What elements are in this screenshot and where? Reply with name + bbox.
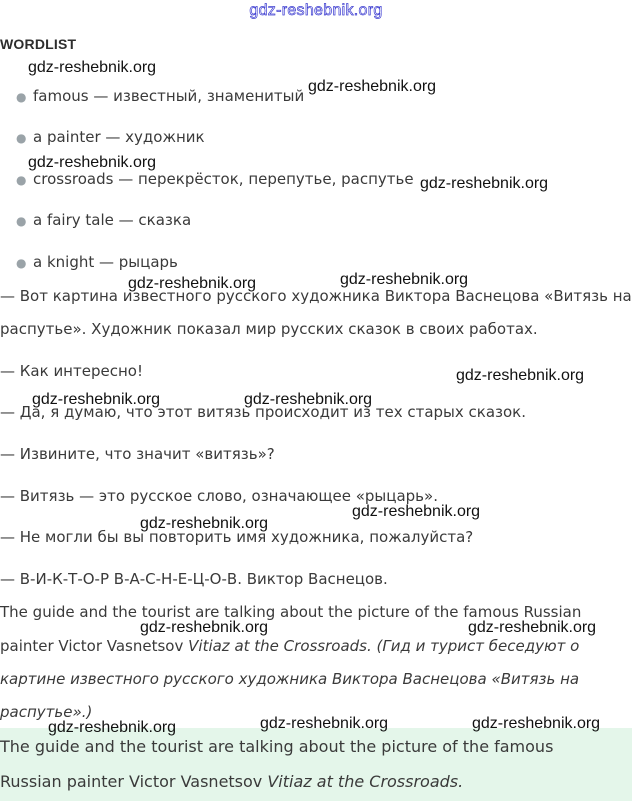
watermark: gdz-reshebnik.org (456, 367, 585, 384)
answer-line: The guide and the tourist are talking about the picture of the famous Russian (0, 603, 582, 621)
highlight-line: Russian painter Victor Vasnetsov Vitiaz at the Crossroads. (0, 772, 464, 791)
watermark: gdz-reshebnik.org (128, 275, 257, 292)
dialogue-line: — Как интересно! (0, 362, 143, 380)
watermark: gdz-reshebnik.org (352, 503, 481, 520)
dialogue-line: — В-И-К-Т-О-Р В-А-С-Н-Е-Ц-О-В. Виктор Васнецов. (0, 570, 388, 588)
wordlist-item: ● a knight — рыцарь (16, 253, 178, 271)
wordlist-item: ● crossroads — перекрёсток, перепутье, распутье (16, 170, 414, 188)
dialogue-line: — Не могли бы вы повторить имя художника, пожалуйста? (0, 528, 474, 546)
watermark: gdz-reshebnik.org (472, 715, 601, 732)
watermark: gdz-reshebnik.org (340, 271, 469, 288)
bullet-icon: ● (16, 256, 27, 270)
watermark: gdz-reshebnik.org (140, 619, 269, 636)
wordlist-title: WORDLIST (0, 36, 77, 52)
bullet-icon: ● (16, 173, 27, 187)
dialogue-line: — Вот картина известного русского художника Виктора Васнецова «Витязь на (0, 287, 632, 305)
watermark: gdz-reshebnik.org (420, 175, 549, 192)
watermark: gdz-reshebnik.org (260, 715, 389, 732)
answer-line: painter Victor Vasnetsov Vitiaz at the Crossroads. (Гид и турист беседуют о (0, 637, 580, 655)
highlight-line: The guide and the tourist are talking about the picture of the famous (0, 737, 554, 756)
watermark: gdz-reshebnik.org (48, 719, 177, 736)
bullet-icon: ● (16, 131, 27, 145)
dialogue-line: — Извините, что значит «витязь»? (0, 445, 275, 463)
watermark: gdz-reshebnik.org (308, 78, 437, 95)
dialogue-line: — Да, я думаю, что этот витязь происходит из тех старых сказок. (0, 403, 527, 421)
wordlist-item: ● famous — известный, знаменитый (16, 87, 305, 105)
watermark: gdz-reshebnik.org (468, 619, 597, 636)
site-header[interactable]: gdz-reshebnik.org (249, 2, 383, 19)
wordlist-item: ● a painter — художник (16, 128, 205, 146)
watermark: gdz-reshebnik.org (140, 515, 269, 532)
watermark: gdz-reshebnik.org (32, 391, 161, 408)
bullet-icon: ● (16, 90, 27, 104)
bullet-icon: ● (16, 214, 27, 228)
dialogue-line: — Витязь — это русское слово, означающее «рыцарь». (0, 487, 438, 505)
wordlist-item: ● a fairy tale — сказка (16, 211, 192, 229)
dialogue-line: распутье». Художник показал мир русских сказок в своих работах. (0, 320, 538, 338)
answer-translation-line: распутье».) (0, 703, 93, 721)
answer-translation-line: картине известного русского художника Виктора Васнецова «Витязь на (0, 670, 580, 688)
watermark: gdz-reshebnik.org (28, 154, 157, 171)
watermark: gdz-reshebnik.org (244, 391, 373, 408)
watermark: gdz-reshebnik.org (28, 59, 157, 76)
